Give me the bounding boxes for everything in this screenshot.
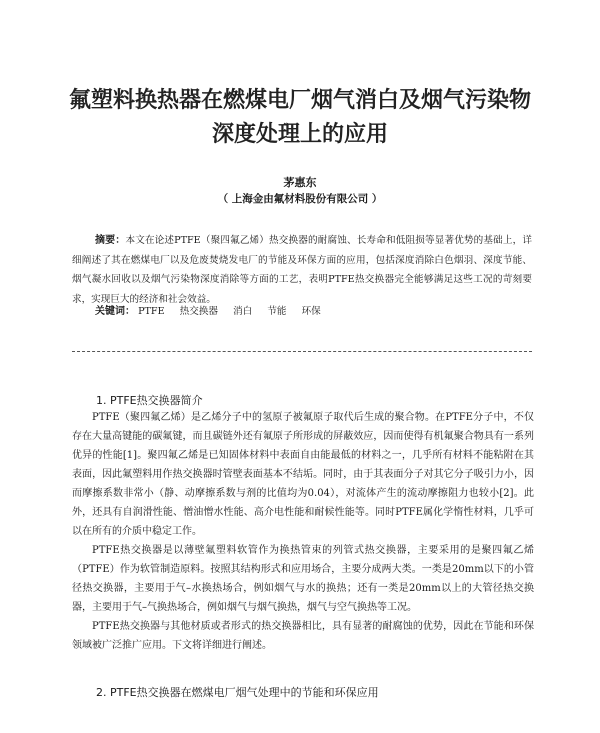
keyword: 环保 (301, 306, 321, 317)
keyword: 消白 (233, 306, 253, 317)
keywords (72, 302, 532, 317)
keyword: 节能 (267, 306, 287, 317)
body-paragraph: PTFE热交换器与其他材质或者形式的热交换器相比，具有显著的耐腐蚀的优势，因此在节能和环保领域被广泛推广应用。下文将详细进行阐述。 (72, 621, 534, 651)
section-heading-2: 2. PTFE热交换器在燃煤电厂烟气处理中的节能和环保应用 (96, 686, 379, 699)
body-paragraph: PTFE（聚四氟乙烯）是乙烯分子中的氢原子被氟原子取代后生成的聚合物。在PTFE分子中，不仅存在大量高键能的碳氟键，而且碳链外还有氟原子所形成的屏蔽效应，因而使得有机氟聚合物具有一系列优异的性能[1]。聚四氟乙烯是已知固体材料中表面自由能最低的材料之一，几乎所有材料不能粘附在其表面，因此氟塑料用作热交换器时管壁表面基本不结垢。同时，由于其表面分子对其它分子吸引力小，因而摩擦系数非常小（静、动摩擦系数与剂的比值均为0.04），对流体产生的流动摩擦阻力也较小[2]。此外，还具有自润滑性能、憎油憎水性能、高介电性能和耐候性能等。同时PTFE属化学惰性材料，几乎可以在所有的介质中稳定工作。 (72, 412, 534, 537)
abstract-text: 本文在论述PTFE（聚四氟乙烯）热交换器的耐腐蚀、长寿命和低阻损等显著优势的基础上，详细阐述了其在燃煤电厂以及危废焚烧发电厂的节能及环保方面的应用，包括深度消除白色烟羽、深度节能、烟气凝水回收以及烟气污染物深度消除等方面的工艺，表明PTFE热交换器完全能够满足这些工况的苛刻要求，实现巨大的经济和社会效益。 (72, 235, 532, 305)
keyword: 热交换器 (179, 306, 219, 317)
section-divider (72, 351, 532, 352)
author-affiliation: （ 上海金由氟材料股份有限公司 ） (217, 193, 383, 205)
section-heading-1: 1. PTFE热交换器简介 (96, 394, 203, 407)
keywords-label: 关键词： (95, 306, 135, 317)
body-paragraph: PTFE热交换器是以薄壁氟塑料软管作为换热管束的列管式热交换器，主要采用的是聚四氟乙烯（PTFE）作为软管制造原料。按照其结构形式和应用场合，主要分成两大类。一类是20mm以下的小管径热交换器，主要用于气–水换热场合，例如烟气与水的换热；还有一类是20mm以上的大管径热交换器，主要用于气–气换热场合，例如烟气与烟气换热，烟气与空气换热等工况。 (72, 545, 534, 613)
abstract (72, 231, 532, 309)
abstract-label: 摘要： (95, 235, 126, 246)
section-1-body (72, 408, 534, 655)
abstract-paragraph (72, 231, 532, 309)
author-name: 茅惠东 (283, 176, 317, 189)
paper-title: 氟塑料换热器在燃煤电厂烟气消白及烟气污染物深度处理上的应用 (68, 88, 531, 147)
keyword: PTFE (138, 306, 165, 317)
